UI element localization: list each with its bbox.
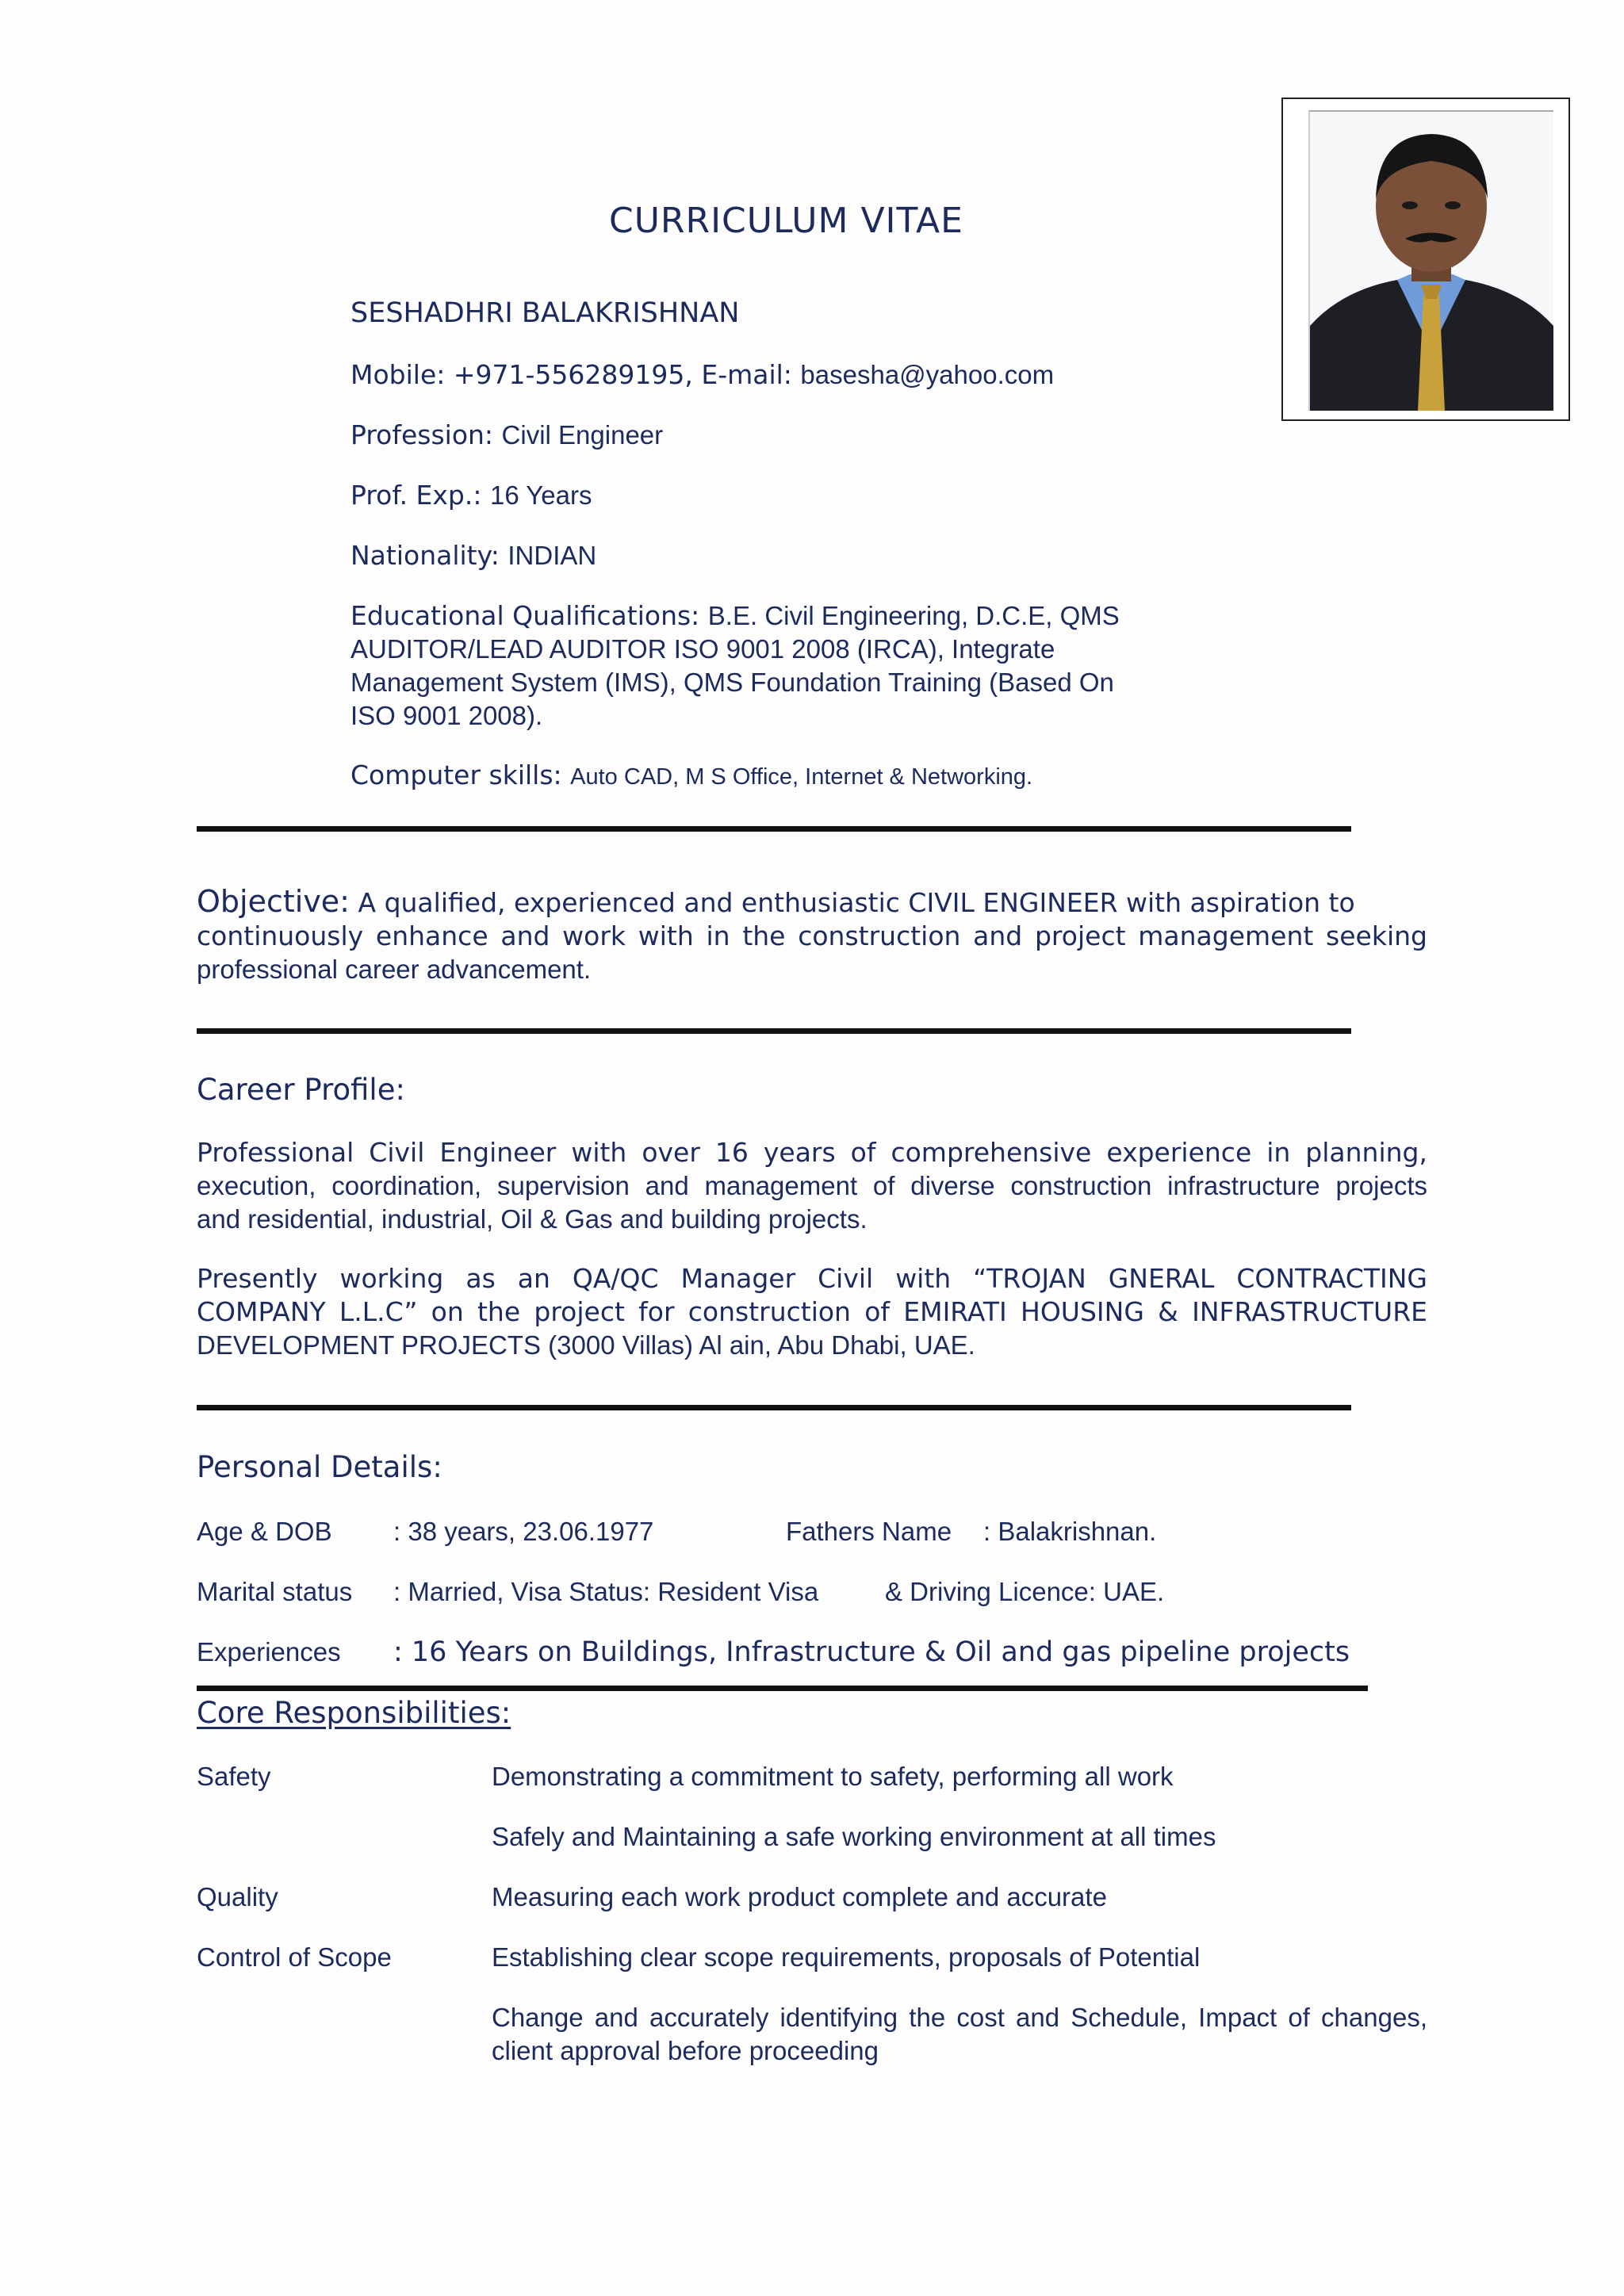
experiences-label: Experiences xyxy=(197,1637,341,1667)
divider-3 xyxy=(197,1405,1351,1410)
father-value: : Balakrishnan. xyxy=(983,1517,1157,1546)
quality-line-1: Measuring each work product complete and accurate xyxy=(492,1882,1107,1911)
mobile-text: Mobile: +971-556289195, E-mail: xyxy=(350,359,801,390)
nationality-value: INDIAN xyxy=(508,541,597,570)
divider-2 xyxy=(197,1028,1351,1034)
scope-line-2: Change and accurately identifying the cost and Schedule, Impact of changes, xyxy=(492,2003,1427,2032)
core-heading: Core Responsibilities: xyxy=(197,1696,511,1730)
personal-heading: Personal Details: xyxy=(197,1450,442,1484)
objective-line-1 xyxy=(197,885,1427,920)
career-p1-line-3: and residential, industrial, Oil & Gas and building projects. xyxy=(197,1204,868,1234)
experience-label: Prof. Exp.: xyxy=(350,480,490,511)
career-paragraph-1 xyxy=(197,1136,1427,1236)
career-paragraph-2 xyxy=(197,1262,1427,1362)
computer-skills-line xyxy=(350,759,1032,794)
profession-label: Profession: xyxy=(350,419,502,450)
profile-photo-frame xyxy=(1281,98,1570,421)
contact-line xyxy=(350,358,1054,392)
person-portrait-icon xyxy=(1310,112,1553,411)
safety-label: Safety xyxy=(197,1762,271,1791)
profession-line xyxy=(350,419,663,452)
career-p2-line-2: COMPANY L.L.C” on the project for construction of EMIRATI HOUSING & INFRASTRUCTURE xyxy=(197,1296,1427,1327)
education-line-2: AUDITOR/LEAD AUDITOR ISO 9001 2008 (IRCA), Integrate xyxy=(350,634,1055,664)
experience-line xyxy=(350,479,592,512)
quality-label: Quality xyxy=(197,1882,278,1911)
career-p1-line-2: execution, coordination, supervision and management of diverse construction infrastructure projects xyxy=(197,1171,1427,1200)
licence-value: & Driving Licence: UAE. xyxy=(885,1577,1165,1606)
career-p2-line-3: DEVELOPMENT PROJECTS (3000 Villas) Al ain, Abu Dhabi, UAE. xyxy=(197,1330,975,1360)
safety-line-1: Demonstrating a commitment to safety, performing all work xyxy=(492,1762,1174,1791)
divider-4 xyxy=(197,1686,1368,1691)
objective-text-1: A qualified, experienced and enthusiastic CIVIL ENGINEER with aspiration to xyxy=(358,887,1355,918)
education-line-3: Management System (IMS), QMS Foundation Training (Based On xyxy=(350,668,1114,697)
safety-line-2: Safely and Maintaining a safe working environment at all times xyxy=(492,1822,1216,1851)
email-link[interactable]: basesha@yahoo.com xyxy=(800,360,1055,389)
marital-value: : Married, Visa Status: Resident Visa xyxy=(393,1577,819,1606)
experiences-value: : 16 Years on Buildings, Infrastructure & Oil and gas pipeline projects xyxy=(393,1636,1350,1668)
objective-line-3: professional career advancement. xyxy=(197,955,592,984)
career-p1-line-1: Professional Civil Engineer with over 16 years of comprehensive experience in planning, xyxy=(197,1137,1427,1168)
education-line-1 xyxy=(350,599,1120,633)
document-title: CURRICULUM VITAE xyxy=(609,201,963,241)
education-label: Educational Qualifications: xyxy=(350,600,708,631)
candidate-name: SESHADHRI BALAKRISHNAN xyxy=(350,297,740,329)
career-heading: Career Profile: xyxy=(197,1073,405,1107)
marital-label: Marital status xyxy=(197,1577,353,1606)
computer-skills-label: Computer skills: xyxy=(350,760,571,790)
education-line-4: ISO 9001 2008). xyxy=(350,701,543,730)
education-text-1: B.E. Civil Engineering, D.C.E, QMS xyxy=(707,601,1120,630)
divider-1 xyxy=(197,826,1351,832)
scope-label: Control of Scope xyxy=(197,1942,392,1972)
profession-value: Civil Engineer xyxy=(501,420,664,450)
scope-line-1: Establishing clear scope requirements, proposals of Potential xyxy=(492,1942,1201,1972)
objective-section xyxy=(197,885,1427,986)
objective-label: Objective: xyxy=(197,884,350,919)
education-block xyxy=(350,599,1120,733)
age-value: : 38 years, 23.06.1977 xyxy=(393,1517,654,1546)
computer-skills-value: Auto CAD, M S Office, Internet & Networking. xyxy=(570,764,1033,790)
nationality-line xyxy=(350,539,596,572)
profile-photo xyxy=(1308,110,1553,411)
career-p2-line-1: Presently working as an QA/QC Manager Civil with “TROJAN GNERAL CONTRACTING xyxy=(197,1263,1427,1294)
scope-line-3: client approval before proceeding xyxy=(492,2036,879,2065)
scope-paragraph xyxy=(492,2001,1427,2068)
experience-value: 16 Years xyxy=(489,480,592,510)
father-label: Fathers Name xyxy=(786,1517,952,1546)
nationality-label: Nationality: xyxy=(350,540,508,571)
age-label: Age & DOB xyxy=(197,1517,332,1546)
objective-line-2: continuously enhance and work with in the construction and project management seeking xyxy=(197,920,1427,951)
